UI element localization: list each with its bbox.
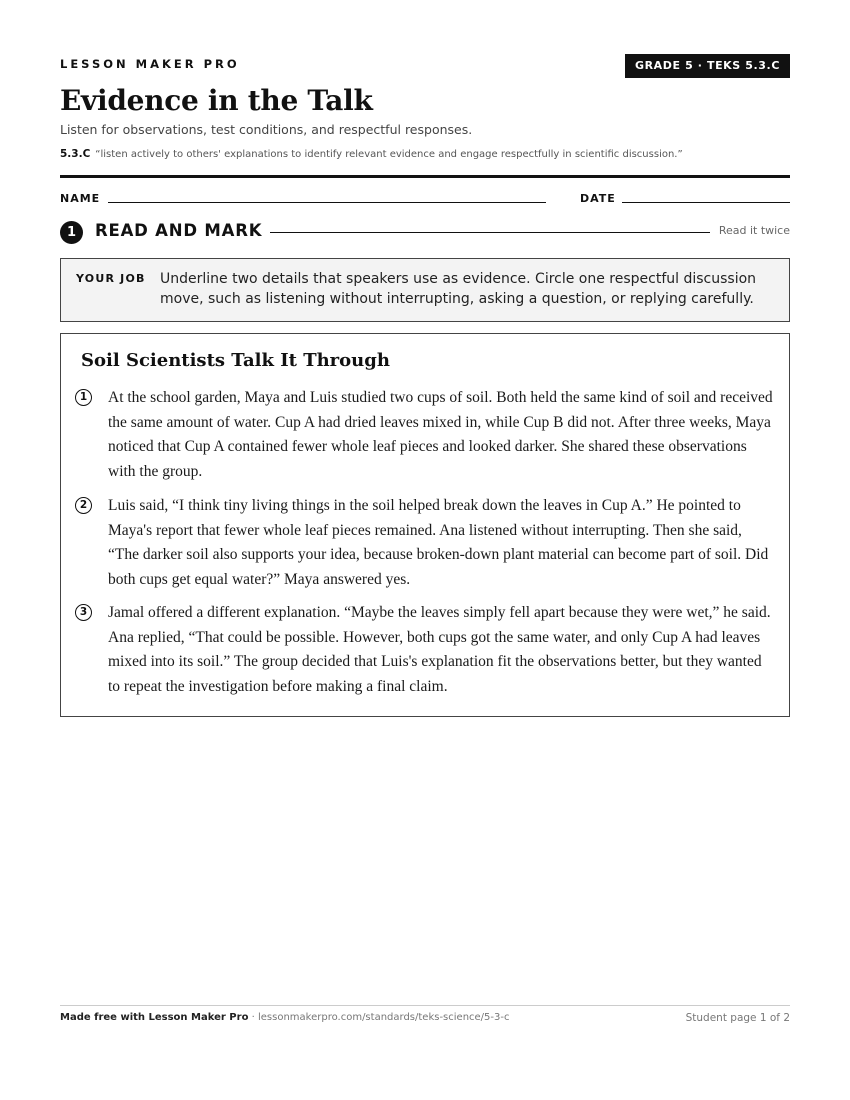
paragraph-text: Jamal offered a different explanation. “Maybe the leaves simply fell apart because they were wet,” he said. Ana replied, “That could be possible. However, both cups got the same water, and only Cup A had leaves mixed into its soil.” The group decided that Luis's explanation fit the observations better, but they wanted to repeat the investigation before making a final claim. <box>108 604 771 695</box>
paragraph-text: Luis said, “I think tiny living things in the soil helped break down the leaves in Cup A.” He pointed to Maya's report that fewer whole leaf pieces remained. Ana listened without interrupting. Then she said, “The darker soil also supports your idea, because broken-down plant material can become part of soil. Did both cups get equal water?” Maya answered yes. <box>108 497 769 588</box>
worksheet-page <box>60 0 790 1100</box>
date-field[interactable] <box>622 202 790 203</box>
standard-text: “listen actively to others' explanations to identify relevant evidence and engage respectfully in scientific discussion.” <box>95 149 683 160</box>
name-field[interactable] <box>108 202 546 203</box>
page-indicator: Student page 1 of 2 <box>685 1012 790 1024</box>
standard-statement <box>60 148 790 160</box>
footer-url[interactable]: · lessonmakerpro.com/standards/teks-science/5-3-c <box>248 1012 510 1023</box>
paragraph-number: 2 <box>75 497 92 514</box>
grade-badge: GRADE 5 · TEKS 5.3.C <box>625 54 790 78</box>
standard-code: 5.3.C <box>60 148 91 160</box>
your-job-box <box>60 258 790 322</box>
section-note: Read it twice <box>718 224 790 237</box>
passage-box <box>60 333 790 717</box>
footer-made-with: Made free with Lesson Maker Pro <box>60 1012 249 1023</box>
page-title: Evidence in the Talk <box>60 84 373 117</box>
paragraph-number: 1 <box>75 389 92 406</box>
section-number-badge: 1 <box>60 221 83 244</box>
paragraph-text: At the school garden, Maya and Luis studied two cups of soil. Both held the same kind of soil and received the same amount of water. Cup A had dried leaves mixed in, while Cup B did not. After three weeks, Maya noticed that Cup A contained fewer whole leaf pieces and looked darker. She shared these observations with the group. <box>108 389 773 480</box>
page-subtitle: Listen for observations, test conditions, and respectful responses. <box>60 122 473 137</box>
your-job-instructions: Underline two details that speakers use as evidence. Circle one respectful discussion move, such as listening without interrupting, asking a question, or replying carefully. <box>160 271 757 307</box>
footer-credit <box>60 1012 510 1023</box>
brand-name: LESSON MAKER PRO <box>60 57 240 71</box>
header-divider <box>60 175 790 178</box>
section-title: READ AND MARK <box>95 221 263 240</box>
passage-title: Soil Scientists Talk It Through <box>81 350 390 371</box>
your-job-label: YOUR JOB <box>76 272 146 285</box>
footer-divider <box>60 1005 790 1006</box>
paragraph-number: 3 <box>75 604 92 621</box>
date-label: DATE <box>580 192 616 205</box>
name-label: NAME <box>60 192 101 205</box>
section-divider <box>270 232 710 233</box>
